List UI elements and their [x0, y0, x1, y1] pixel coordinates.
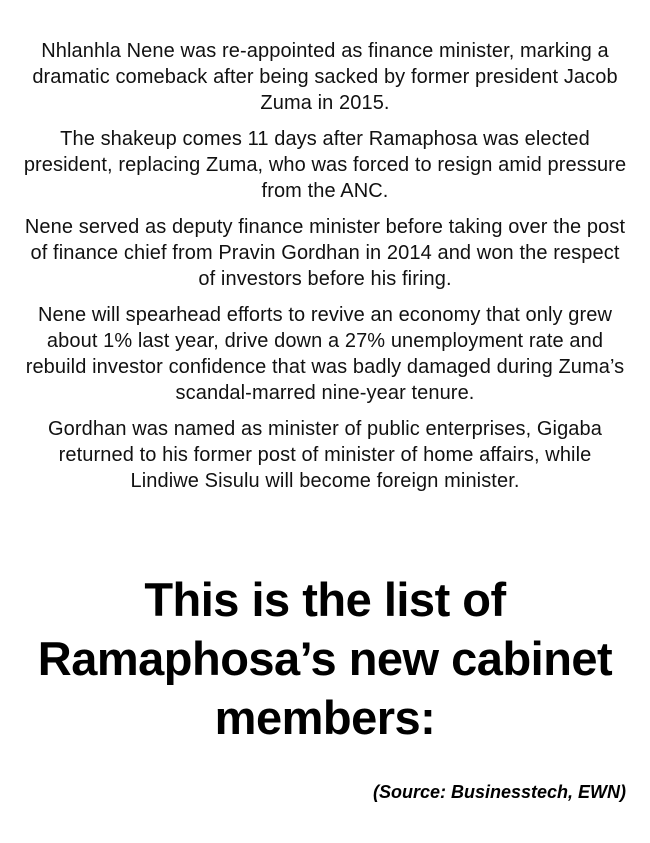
paragraph: Gordhan was named as minister of public enterprises, Gigaba returned to his former post of minister of home affairs, while Lindiwe Sisulu will become foreign minister.: [48, 418, 602, 492]
paragraph: The shakeup comes 11 days after Ramaphosa was elected president, replacing Zuma, who was forced to resign amid pressure from the ANC.: [23, 128, 627, 202]
article-body: [0, 38, 650, 504]
headline: This is the list of Ramaphosa’s new cabinet members:: [37, 573, 613, 744]
paragraph: Nene will spearhead efforts to revive an economy that only grew about 1% last year, drive down a 27% unemployment rate and rebuild investor confidence that was badly damaged during Zuma’s scandal-marred nine-year tenure.: [25, 304, 625, 404]
source-credit: (Source: Businesstech, EWN): [372, 782, 626, 802]
paragraph: Nene served as deputy finance minister before taking over the post of finance chief from Pravin Gordhan in 2014 and won the respect of investors before his firing.: [24, 216, 626, 290]
paragraph: Nhlanhla Nene was re-appointed as finance minister, marking a dramatic comeback after being sacked by former president Jacob Zuma in 2015.: [32, 40, 618, 114]
